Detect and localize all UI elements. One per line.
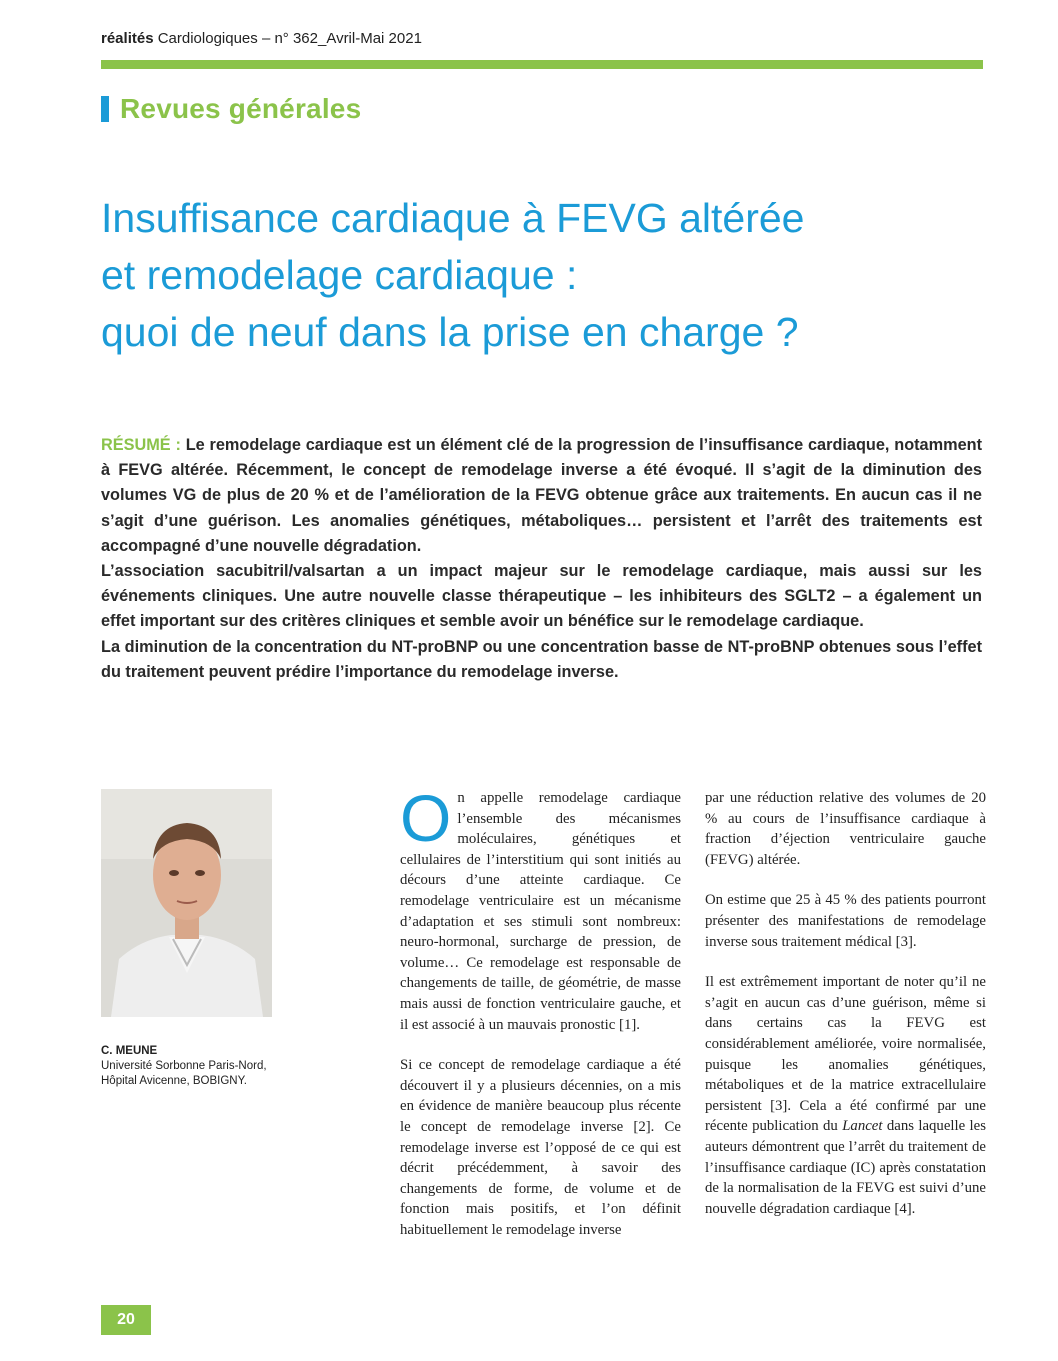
abstract-text-1: Le remodelage cardiaque est un élément clé de la progression de l’insuffisance cardiaque, notamment à FEVG altérée. Récemment, le concept de remodelage inverse a été évoqué. Il s’agit de la diminution des volumes VG de plus de 20 % et de l’amélioration de la FEVG obtenue grâce aux traitements. En aucun cas il ne s’agit d’une guérison. Les anomalies génétiques, métaboliques… persistent et l’arrêt des traitements est accompagné d’une nouvelle dégradation. <box>101 436 982 555</box>
journal-brand: réalités <box>101 30 154 47</box>
abstract-paragraph <box>101 433 982 559</box>
section-heading <box>101 92 361 126</box>
journal-issue: Cardiologiques – n° 362_Avril-Mai 2021 <box>153 30 422 47</box>
body-paragraph <box>400 781 681 1035</box>
body-column-2 <box>705 788 986 1239</box>
drop-cap: O <box>400 781 452 855</box>
body-paragraph: Si ce concept de remodelage cardiaque a été découvert il y a plusieurs décennies, on a mis en évidence de manière beaucoup plus récente le concept de remodelage inverse [2]. Ce remodelage inverse est l’opposé de ce qui est décrit précédemment, à savoir des changements de forme, de volume et de fonction mais positifs, et l’on définit habituellement le remodelage inverse <box>400 1057 681 1238</box>
body-text: Il est extrêmement important de noter qu’il ne s’agit en aucun cas d’une guérison, même si dans certains cas la FEVG est considérablement améliorée, voire normalisée, puisque les anomalies génétiques, métaboliques et de la matrice extracellulaire persistent [3]. Cela a été confirmé par une récente publication du <box>705 974 986 1135</box>
journal-citation-italic: Lancet <box>842 1118 883 1135</box>
body-text: n appelle remodelage cardiaque l’ensemble des mécanismes moléculaires, génétiques et cellulaires de l’interstitium qui sont initiés au décours d’une atteinte cardiaque. Ce remodelage ventriculaire est un mécanisme d’adaptation et ses stimuli sont nombreux: neuro-hormonal, surcharge de pression, de volume… Ce remodelage est responsable de changements de taille, de géométrie, de masse mais aussi de fonction ventriculaire gauche, et il est associé à un mauvais pronostic [1]. <box>400 790 681 1033</box>
abstract <box>101 433 982 685</box>
section-marker <box>101 96 109 122</box>
abstract-paragraph: La diminution de la concentration du NT-proBNP ou une concentration basse de NT-proBNP obtenues sous l’effet du traitement peuvent prédire l’importance du remodelage inverse. <box>101 637 982 681</box>
title-line-2: et remodelage cardiaque : <box>101 252 578 298</box>
author-affiliation: Hôpital Avicenne, BOBIGNY. <box>101 1075 247 1087</box>
author-name: C. MEUNE <box>101 1045 158 1057</box>
body-paragraph: par une réduction relative des volumes de 20 % au cours de l’insuffisance cardiaque à fraction d’éjection ventriculaire gauche (FEVG) altérée. <box>705 790 986 868</box>
author-photo <box>101 789 272 1017</box>
header-rule <box>101 60 983 69</box>
article-title <box>101 190 981 361</box>
title-line-1: Insuffisance cardiaque à FEVG altérée <box>101 195 805 241</box>
running-header <box>101 30 422 47</box>
body-text: dans laquelle les auteurs démontrent que l’arrêt du traitement de l’insuffisance cardiaque (IC) après constatation de la normalisation de la FEVG est suivi d’une nouvelle dégradation cardiaque [4]. <box>705 1118 986 1217</box>
abstract-keyword: RÉSUMÉ : <box>101 436 181 454</box>
body-paragraph: On estime que 25 à 45 % des patients pourront présenter des manifestations de remodelage inverse sous traitement médical [3]. <box>705 892 986 950</box>
page-number: 20 <box>101 1305 151 1335</box>
author-affiliation: Université Sorbonne Paris-Nord, <box>101 1060 267 1072</box>
author-portrait-image <box>101 789 272 1017</box>
author-block <box>101 1044 301 1089</box>
abstract-paragraph: L’association sacubitril/valsartan a un impact majeur sur le remodelage cardiaque, mais aussi sur les événements cliniques. Une autre nouvelle classe thérapeutique – les inhibiteurs des SGLT2 – a également un effet important sur des critères cliniques et semble avoir un bénéfice sur le remodelage cardiaque. <box>101 562 982 631</box>
body-column-1 <box>400 781 681 1260</box>
body-paragraph <box>705 972 986 1219</box>
title-line-3: quoi de neuf dans la prise en charge ? <box>101 309 799 355</box>
section-label: Revues générales <box>120 93 362 124</box>
